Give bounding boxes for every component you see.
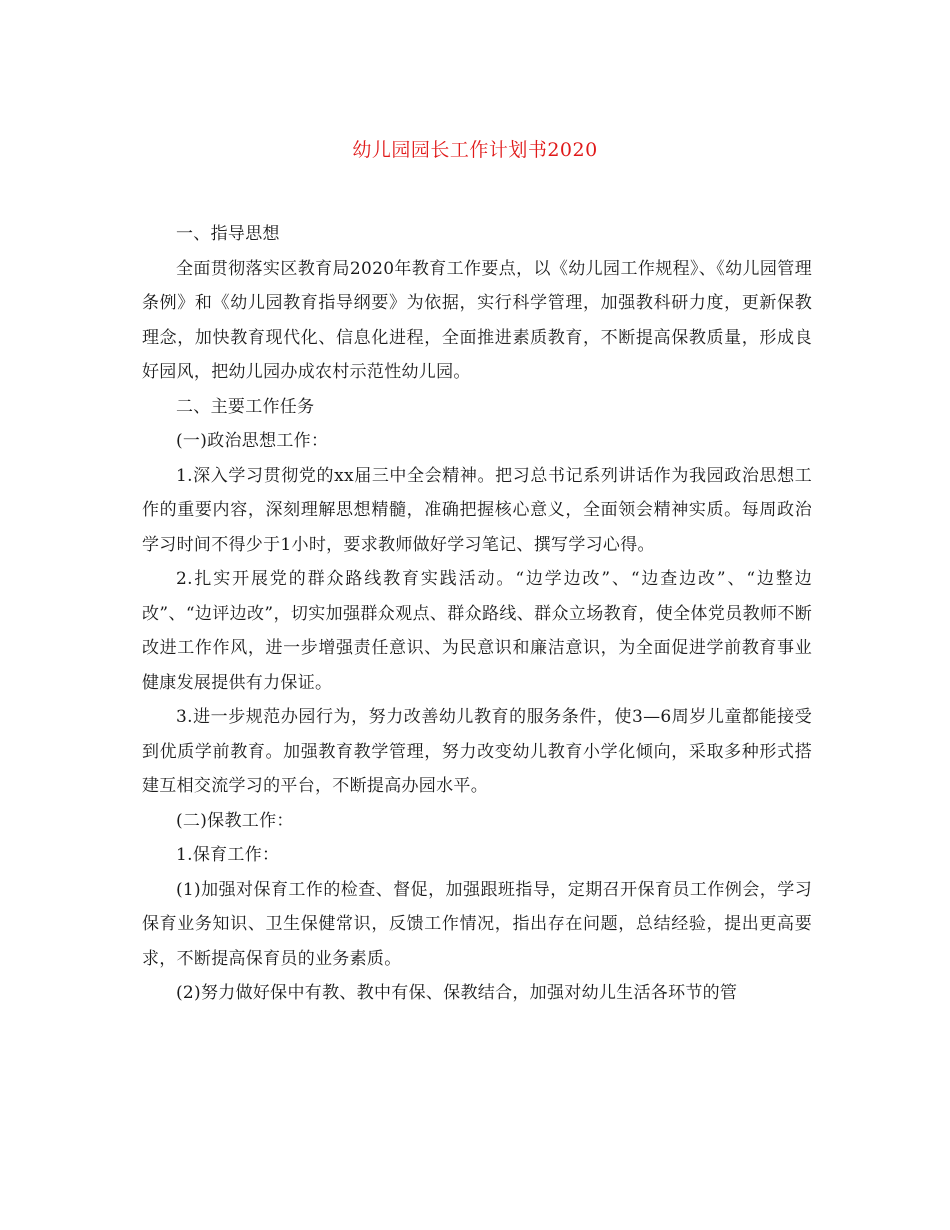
subsection-heading-care-work: 1.保育工作： [176, 845, 280, 865]
paragraph-item-2: 2.扎实开展党的群众路线教育实践活动。“边学边改”、“边查边改”、“边整边改”、“边评边改”，切实加强群众观点、群众路线、群众立场教育，使全体党员教师不断改进工作作风，进一步增强责任意识、为民意识和廉洁意识，为全面促进学前教育事业健康发展提供有力保证。 [142, 569, 812, 693]
paragraph-item-1: 1.深入学习贯彻党的xx届三中全会精神。把习总书记系列讲话作为我园政治思想工作的重要内容，深刻理解思想精髓，准确把握核心意义，全面领会精神实质。每周政治学习时间不得少于1小时，要求教师做好学习笔记、撰写学习心得。 [142, 465, 812, 555]
paragraph-care-item-2: (2)努力做好保中有教、教中有保、保教结合，加强对幼儿生活各环节的管 [176, 983, 738, 1003]
section-heading-guiding-ideology: 一、指导思想 [176, 224, 280, 244]
document-title: 幼儿园园长工作计划书2020 [352, 139, 598, 161]
paragraph-care-item-1: (1)加强对保育工作的检查、督促，加强跟班指导，定期召开保育员工作例会，学习保育业务知识、卫生保健常识，反馈工作情况，指出存在问题，总结经验，提出更高要求，不断提高保育员的业务素质。 [142, 879, 812, 969]
paragraph-item-3: 3.进一步规范办园行为，努力改善幼儿教育的服务条件，使3—6周岁儿童都能接受到优质学前教育。加强教育教学管理，努力改变幼儿教育小学化倾向，采取多种形式搭建互相交流学习的平台，不断提高办园水平。 [142, 707, 812, 796]
section-heading-main-tasks: 二、主要工作任务 [176, 396, 315, 417]
subsection-heading-care-education: (二)保教工作： [176, 810, 294, 831]
paragraph-guiding-ideology: 全面贯彻落实区教育局2020年教育工作要点，以《幼儿园工作规程》、《幼儿园管理条例》和《幼儿园教育指导纲要》为依据，实行科学管理，加强教科研力度，更新保教理念，加快教育现代化、信息化进程，全面推进素质教育，不断提高保教质量，形成良好园风，把幼儿园办成农村示范性幼儿园。 [142, 258, 812, 382]
subsection-heading-political-work: (一)政治思想工作： [176, 431, 329, 451]
document-body [142, 217, 812, 1011]
